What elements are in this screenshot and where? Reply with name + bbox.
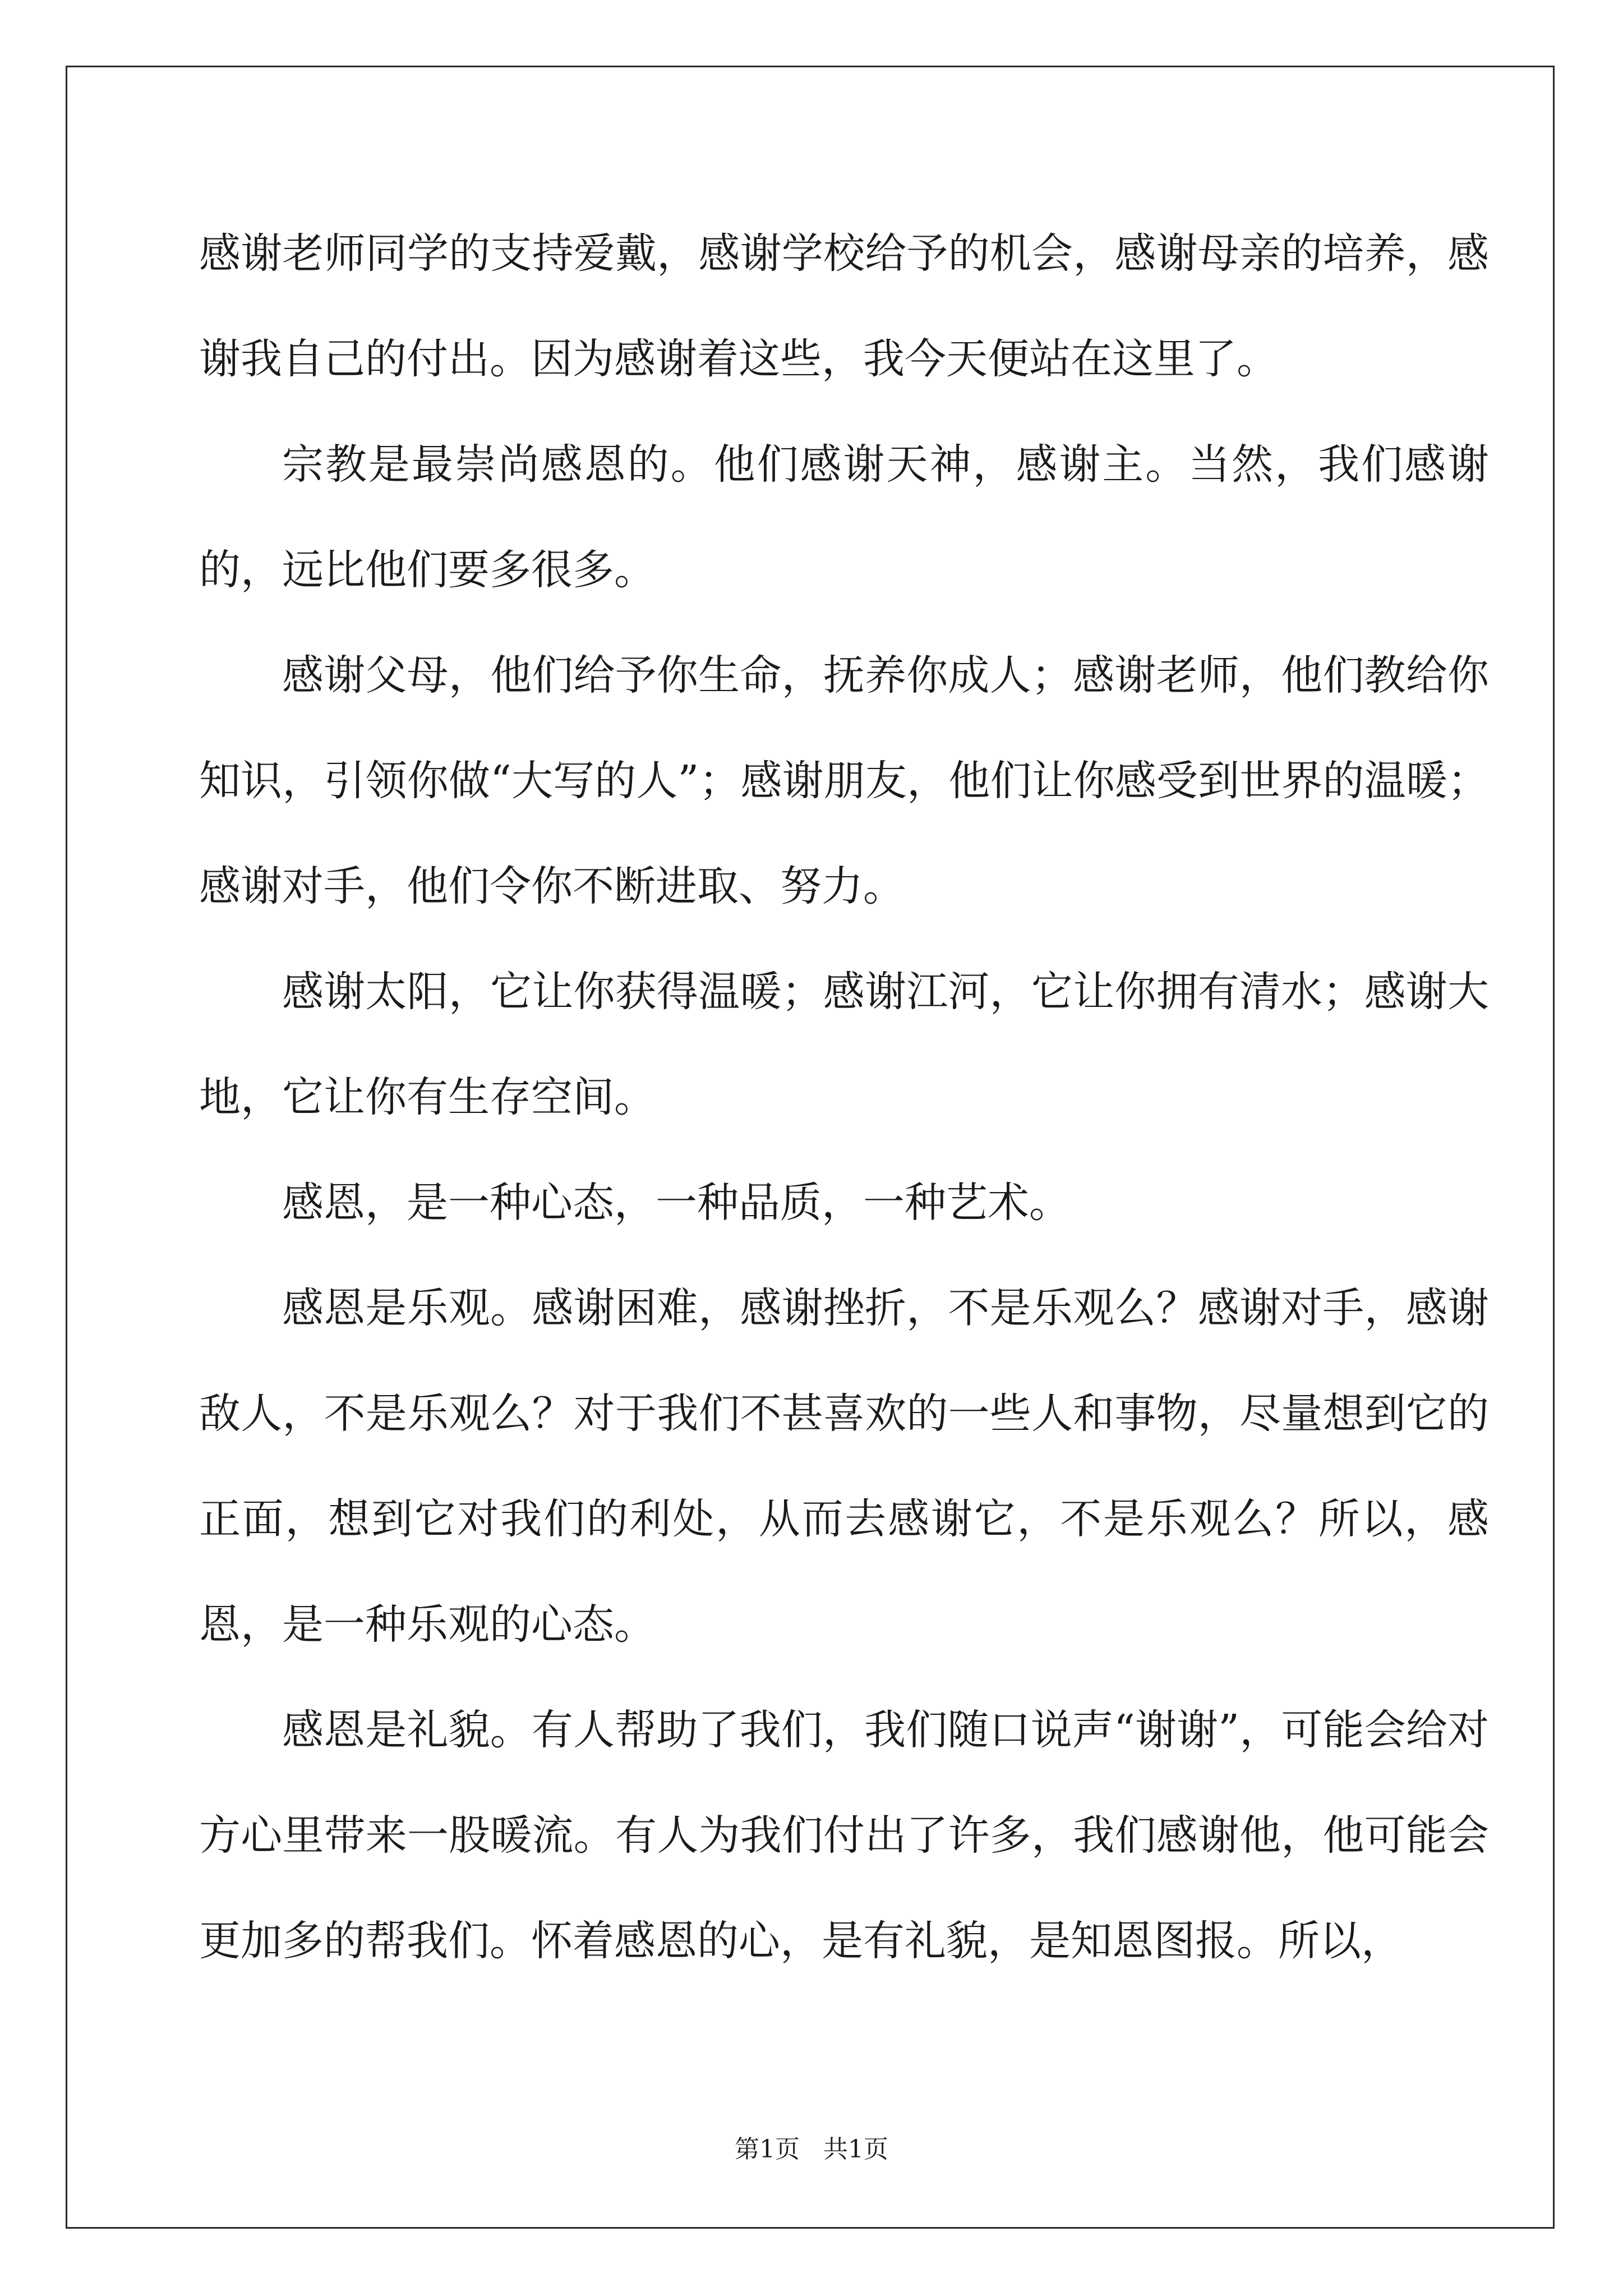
paragraph-5: 感恩，是一种心态，一种品质，一种艺术。 bbox=[282, 1179, 1071, 1227]
document-body bbox=[199, 201, 1489, 1994]
paragraph-3: 感谢父母，他们给予你生命，抚养你成人；感谢老师，他们教给你知识，引领你做“大写的人”；感谢朋友，他们让你感受到世界的温暖；感谢对手，他们令你不断进取、努力。 bbox=[199, 651, 1489, 910]
paragraph-6: 感恩是乐观。感谢困难，感谢挫折，不是乐观么？感谢对手，感谢敌人，不是乐观么？对于我们不甚喜欢的一些人和事物，尽量想到它的正面，想到它对我们的利处，从而去感谢它，不是乐观么？所以，感恩，是一种乐观的心态。 bbox=[199, 1284, 1489, 1649]
paragraph-1: 感谢老师同学的支持爱戴，感谢学校给予的机会，感谢母亲的培养，感谢我自己的付出。因为感谢着这些，我今天便站在这里了。 bbox=[199, 229, 1489, 383]
page-footer: 第1页 共1页 bbox=[735, 2135, 888, 2164]
paragraph-2: 宗教是最崇尚感恩的。他们感谢天神，感谢主。当然，我们感谢的，远比他们要多很多。 bbox=[199, 440, 1489, 594]
paragraph-7: 感恩是礼貌。有人帮助了我们，我们随口说声“谢谢”，可能会给对方心里带来一股暖流。有人为我们付出了许多，我们感谢他，他可能会更加多的帮我们。怀着感恩的心，是有礼貌，是知恩图报。所以， bbox=[199, 1706, 1489, 1965]
paragraph-4: 感谢太阳，它让你获得温暖；感谢江河，它让你拥有清水；感谢大地，它让你有生存空间。 bbox=[199, 968, 1489, 1121]
